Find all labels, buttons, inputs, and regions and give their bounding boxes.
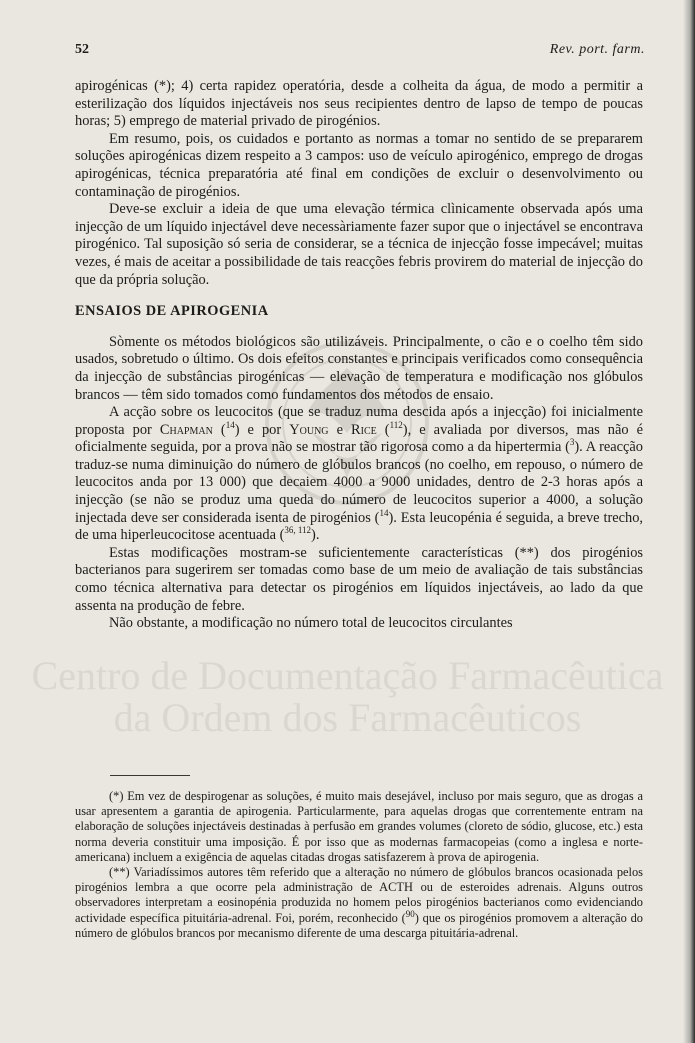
paragraph-modifications: Estas modificações mostram-se suficientemente características (**) dos pirogénios bacterianos para sugerirem ser tomadas como base de um meio de avaliação de tais substâncias como técnica alternativa para detectar os pirogénios em líquidos injectáveis, ao lado da que assenta na produção de febre. xyxy=(75,544,643,614)
main-text xyxy=(75,78,643,633)
text-run: ). A reacção traduz-se numa diminuição do número de glóbulos brancos (no coelho, em repouso, o número de leucocitos anda por 13 000) que decaiem 4000 a 9000 unidades, dentro de 2-3 horas após a injecção (se não se produz uma queda do número de leucocitos superior a 4000, a solução injectada deve ser considerada isenta de pirogénios ( xyxy=(75,439,643,526)
watermark-text-line-1: Centro de Documentação Farmacêutica xyxy=(31,653,664,698)
footnote-1: (*) Em vez de despirogenar as soluções, é muito mais desejável, incluso por mais seguro, que as drogas a usar apresentem a garantia de apirogenia. Particularmente, para aquelas drogas que correntemente entram na elaboração de soluções injectáveis destinadas à perfusão em grandes volumes (cloreto de sódio, glucose, etc.) esta norma deveria constituir uma imposição. É por isso que as modernas farmacopeias (como a inglesa e norte-americana) incluem a exigência de aquelas citadas drogas satisfazerem à prova de apirogenia. xyxy=(75,789,643,864)
text-run: , e avaliada por diversos, mas não é oficialmente seguida, por a prova não se mostrar tão rigorosa como a da hipertermia ( xyxy=(75,421,644,456)
page-header xyxy=(75,42,645,62)
citation-reference: 112 xyxy=(389,419,403,430)
footnote-divider xyxy=(110,775,190,776)
author-name: Young xyxy=(289,421,329,438)
citation-reference: 14 xyxy=(379,507,389,518)
paragraph-biological-methods: Sòmente os métodos biológicos são utilizáveis. Principalmente, o cão e o coelho têm sido usados, sobretudo o último. Os dois efeitos constantes e principais verificados como consequência da injecção de substâncias pirogénicas — elevação de temperatura e modificação nos glóbulos brancos — têm sido tomados como fundamentos dos métodos de ensaio. xyxy=(75,333,643,403)
citation-reference: 14 xyxy=(225,419,235,430)
paragraph-continuation: apirogénicas (*); 4) certa rapidez operatória, desde a colheita da água, de modo a permitir a esterilização dos líquidos injectáveis nos seus recipientes dentro de lapso de tempo de poucas horas; 5) emprego de material privado de pirogénios. xyxy=(75,78,643,130)
author-name: Rice xyxy=(351,421,377,438)
text-run: A acção sobre os leucocitos (que se traduz numa descida após a injecção) foi inicialmente proposta por xyxy=(75,404,643,438)
paragraph-thermal-elevation: Deve-se excluir a ideia de que uma elevação térmica clìnicamente observada após uma injecção de um líquido injectável deve necessàriamente fazer supor que o injectável se encontrava pirogénico. Tal suposição só seria de considerar, se a técnica de injecção fosse impecável; muitas vezes, é mais de aceitar a possibilidade de tais reacções febris provirem do material de injecção do que da própria solução. xyxy=(75,201,643,288)
footnote-2 xyxy=(75,865,643,941)
author-name: Chapman xyxy=(159,421,213,438)
footnotes xyxy=(75,789,643,941)
text-run: e xyxy=(328,421,352,438)
text-run: e por xyxy=(239,421,290,438)
citation-reference: 3 xyxy=(569,437,575,448)
watermark-text-line-2: da Ordem dos Farmacêuticos xyxy=(113,695,582,740)
paragraph-summary: Em resumo, pois, os cuidados e portanto as normas a tomar no sentido de se prepararem soluções apirogénicas dizem respeito a 3 campos: uso de veículo apirogénico, emprego de drogas apirogénicas, técnica preparatória até final em condições de excluir o desenvolvimento ou contaminação de pirogénios. xyxy=(75,130,643,200)
text-run: ). Esta leucopénia é seguida, a breve trecho, de uma hiperleucocitose acentuada ( xyxy=(75,509,643,544)
paragraph-leucocytes: A acção sobre os leucocitos (que se traduz numa descida após a injecção) foi inicialmente proposta por Chapman ($^{14}$) e por Young e Rice ($^{112}$), e avaliada por diversos, mas não é oficialmente seguida, por a prova não se mostrar tão rigorosa como a da hipertermia ($^3$). A reacção traduz-se numa diminuição do número de glóbulos brancos (no coelho, em repouso, o número de leucocitos anda por 13 000) que decaiem 4000 a 9000 unidades, dentro de 2-3 horas após a injecção (se não se produz uma queda do número de leucocitos superior a 4000, a solução injectada deve ser considerada isenta de pirogénios ($^{14}$). Esta leucopénia é seguida, a breve trecho, de uma hiperleucocitose acentuada ($^{36, 112}$). xyxy=(75,404,644,544)
paragraph-nevertheless: Não obstante, a modificação no número total de leucocitos circulantes xyxy=(109,615,513,632)
page-number: 52 xyxy=(75,42,89,57)
section-heading: ENSAIOS DE APIROGENIA xyxy=(75,303,269,320)
journal-running-head: Rev. port. farm. xyxy=(549,42,645,57)
text-run: ) que os pirogénios promovem a alteração do número de glóbulos brancos por mecanismo diferente de uma descarga pituitária-adrenal. xyxy=(75,910,643,940)
text-run: ). xyxy=(311,527,320,544)
page-edge-shadow xyxy=(683,0,695,1043)
text-run: (**) Variadíssimos autores têm referido que a alteração no número de glóbulos brancos ocasionada pelos pirogénios lembra a que ocorre pela administração de ACTH ou de esteroides adrenais. Alguns outros observadores interpretam a eosinopénia produzida no homem pelos pirogénios bacterianos como evidenciando actividade específica pituitária-adrenal. Foi, porém, reconhecido ( xyxy=(75,865,643,925)
citation-reference: 36, 112 xyxy=(284,525,312,536)
citation-reference: 90 xyxy=(405,908,415,919)
